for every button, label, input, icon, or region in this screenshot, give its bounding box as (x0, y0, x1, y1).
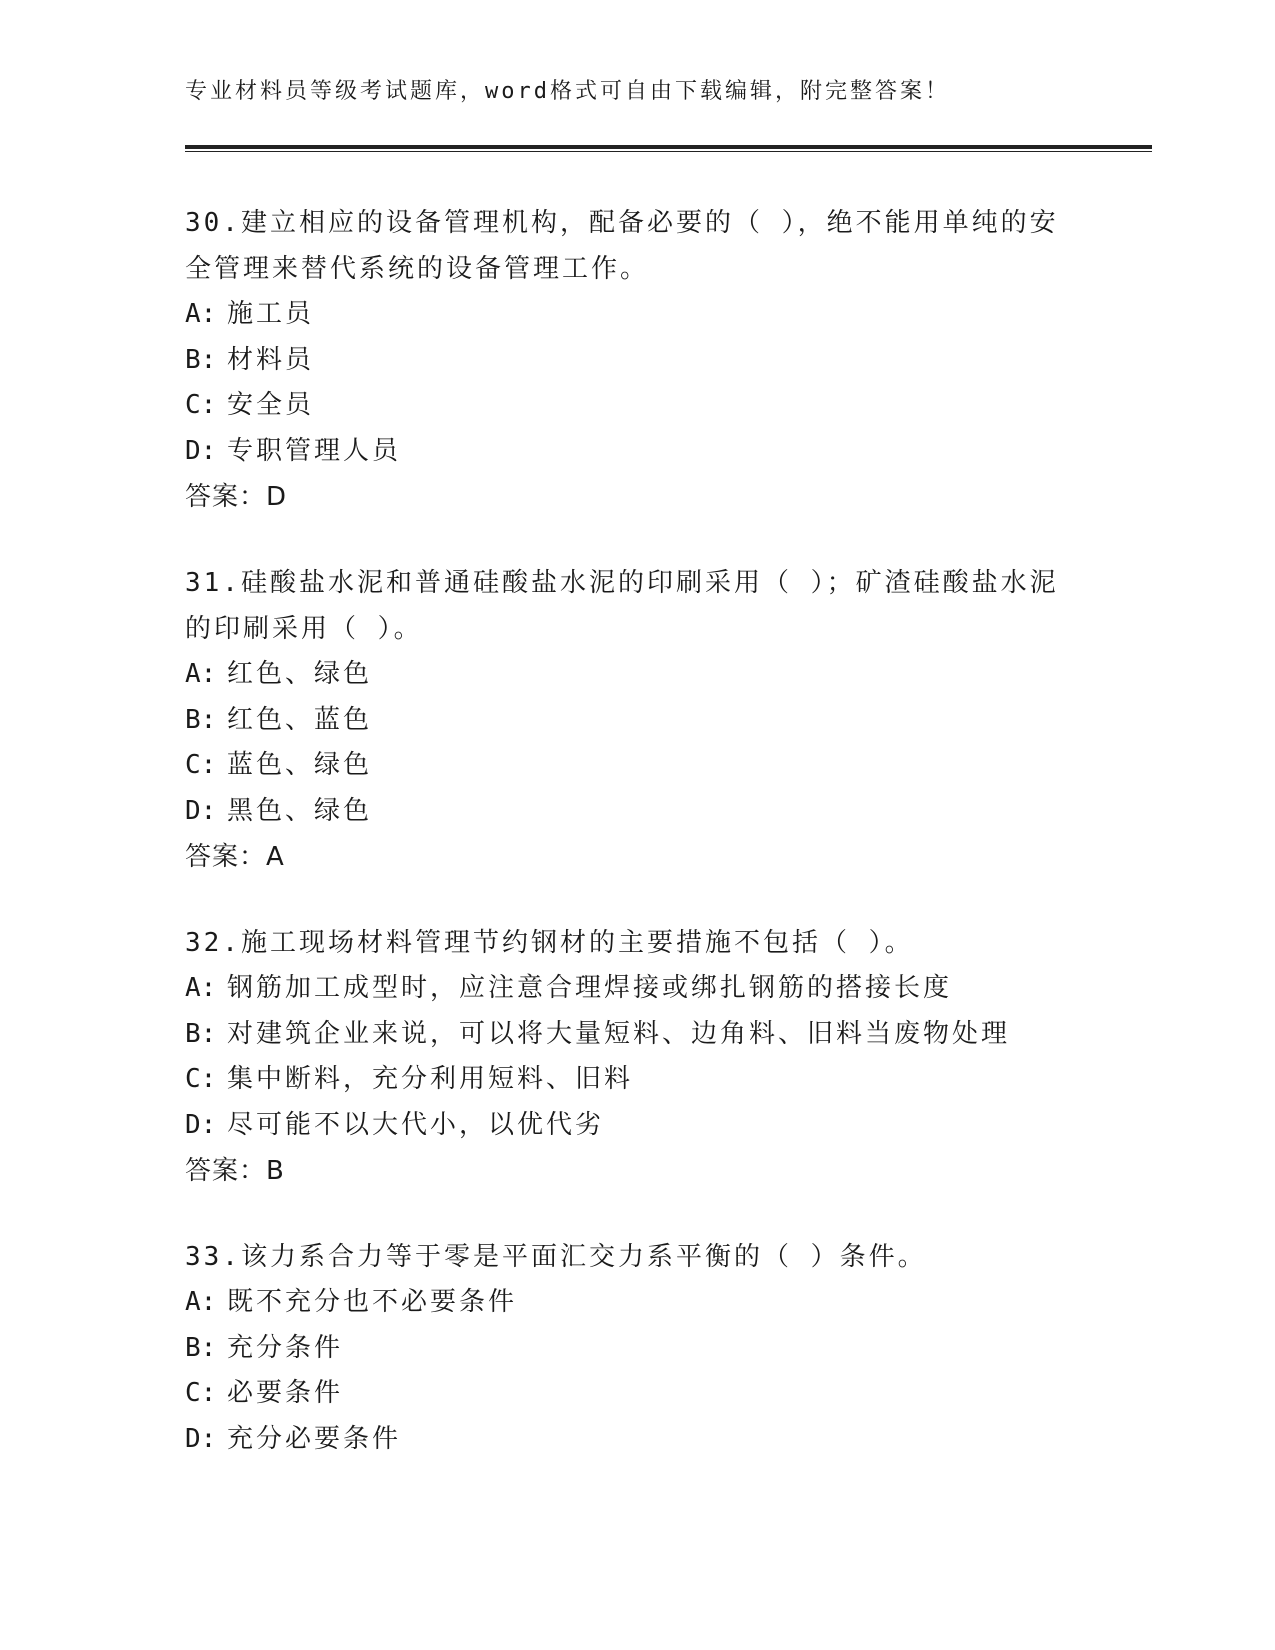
option-c (185, 1371, 1065, 1417)
option-text: 红色、蓝色 (227, 704, 373, 735)
question-32 (185, 920, 1065, 1194)
question-text: 31.硅酸盐水泥和普通硅酸盐水泥的印刷采用（ ）；矿渣硅酸盐水泥的印刷采用（ ）。 (185, 568, 1059, 644)
header-rule-thin (185, 151, 1152, 152)
option-text: 材料员 (227, 344, 315, 375)
option-text: 必要条件 (227, 1378, 344, 1408)
option-text: 蓝色、绿色 (227, 750, 373, 780)
option-letter: C: (185, 390, 217, 420)
option-a (185, 292, 1065, 338)
option-letter: B: (185, 1332, 217, 1363)
question-text: 33.该力系合力等于零是平面汇交力系平衡的（ ）条件。 (185, 1242, 927, 1272)
option-b (185, 338, 1065, 384)
option-text: 尽可能不以大代小，以优代劣 (227, 1109, 605, 1140)
option-b (185, 1012, 1065, 1058)
option-text: 钢筋加工成型时，应注意合理焊接或绑扎钢筋的搭接长度 (227, 973, 953, 1003)
option-letter: C: (185, 750, 217, 780)
question-list (185, 200, 1065, 1502)
option-letter: B: (185, 344, 217, 375)
option-letter: B: (185, 704, 217, 735)
option-d (185, 1103, 1065, 1149)
option-d (185, 1417, 1065, 1463)
question-text: 30.建立相应的设备管理机构，配备必要的（ ），绝不能用单纯的安全管理来替代系统的设备管理工作。 (185, 208, 1059, 284)
option-text: 施工员 (227, 299, 315, 329)
option-letter: D: (185, 435, 217, 466)
option-a (185, 966, 1065, 1012)
option-text: 充分必要条件 (227, 1423, 402, 1454)
answer-line: 答案：A (185, 842, 285, 872)
question-30 (185, 200, 1065, 520)
option-letter: D: (185, 1423, 217, 1454)
header-rule (185, 145, 1152, 152)
option-text: 专职管理人员 (227, 435, 402, 466)
option-c (185, 1057, 1065, 1103)
option-letter: D: (185, 1109, 217, 1140)
option-text: 既不充分也不必要条件 (227, 1287, 518, 1317)
page-header: 专业材料员等级考试题库，word格式可自由下载编辑，附完整答案！ (185, 79, 950, 104)
option-c (185, 743, 1065, 789)
option-letter: D: (185, 795, 217, 826)
option-text: 对建筑企业来说，可以将大量短料、边角料、旧料当废物处理 (227, 1018, 1011, 1049)
question-33 (185, 1234, 1065, 1462)
option-b (185, 698, 1065, 744)
option-a (185, 1280, 1065, 1326)
option-d (185, 789, 1065, 835)
option-letter: A: (185, 659, 217, 689)
answer-line: 答案：B (185, 1156, 285, 1186)
option-text: 红色、绿色 (227, 659, 373, 689)
option-letter: C: (185, 1378, 217, 1408)
header-rule-thick (185, 145, 1152, 149)
question-31 (185, 560, 1065, 880)
option-text: 充分条件 (227, 1332, 344, 1363)
option-a (185, 652, 1065, 698)
option-d (185, 429, 1065, 475)
answer-line: 答案：D (185, 482, 288, 512)
option-text: 集中断料，充分利用短料、旧料 (227, 1064, 634, 1094)
option-b (185, 1326, 1065, 1372)
option-c (185, 383, 1065, 429)
option-letter: C: (185, 1064, 217, 1094)
question-text: 32.施工现场材料管理节约钢材的主要措施不包括（ ）。 (185, 928, 914, 958)
option-letter: A: (185, 299, 217, 329)
option-letter: A: (185, 1287, 217, 1317)
option-text: 安全员 (227, 390, 315, 420)
option-text: 黑色、绿色 (227, 795, 373, 826)
option-letter: B: (185, 1018, 217, 1049)
option-letter: A: (185, 973, 217, 1003)
